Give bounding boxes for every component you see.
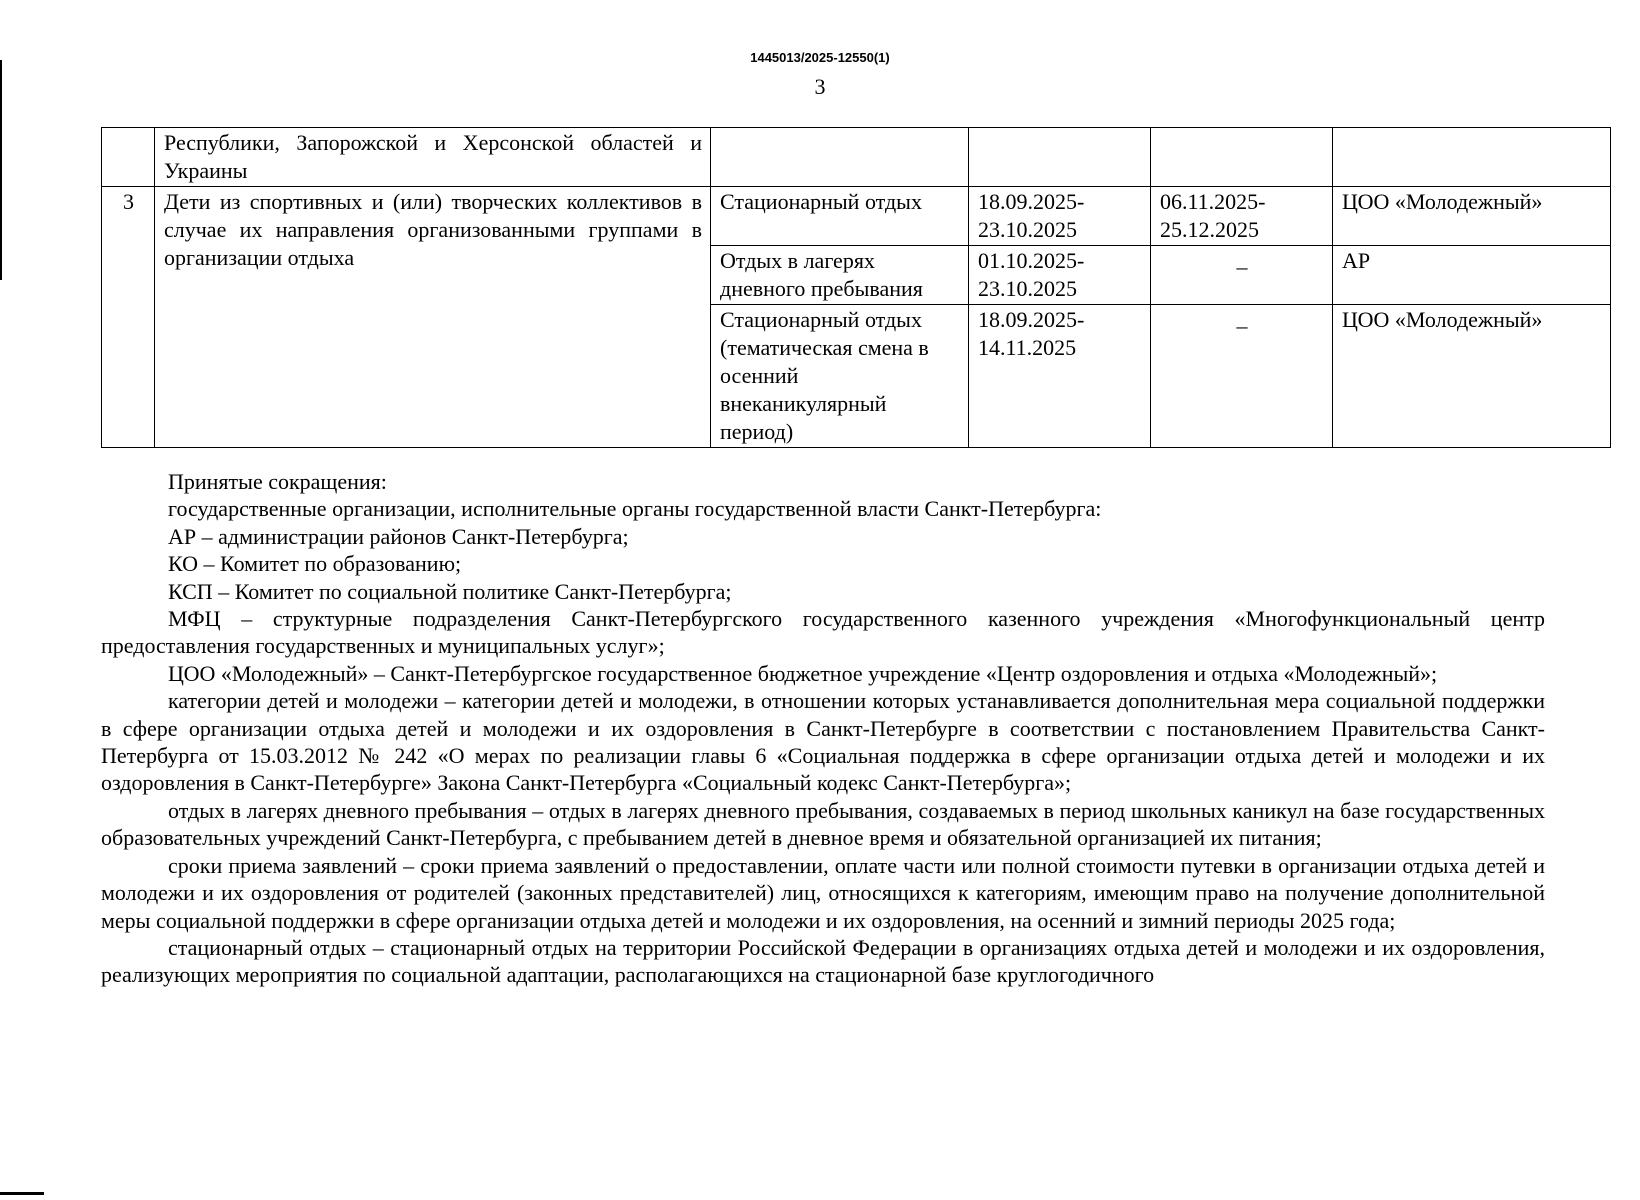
organization-cell: ЦОО «Молодежный» [1333,305,1611,448]
application-period-cell [1151,305,1333,448]
scan-bottom-mark [0,1192,44,1195]
dash-mark: – [1236,313,1248,338]
abbreviations-heading: Принятые сокращения: [168,469,387,494]
category-cell: Республики, Запорожской и Херсонской областей и Украины [155,128,711,187]
empty-cell [969,128,1151,187]
rest-type-cell: Стационарный отдых [711,187,969,246]
rest-period-cell: 01.10.2025- 23.10.2025 [969,246,1151,305]
rest-type-cell: Стационарный отдых (тематическая смена в осенний внеканикулярный период) [711,305,969,448]
paragraph: МФЦ – структурные подразделения Санкт-Петербургского государственного казенного учреждения «Многофункциональный центр предоставления государственных и муниципальных услуг»; [101,606,1545,659]
empty-cell [711,128,969,187]
empty-cell [1333,128,1611,187]
paragraph: ЦОО «Молодежный» – Санкт-Петербургское государственное бюджетное учреждение «Центр оздоровления и отдыха «Молодежный»; [168,660,1438,686]
table-row [102,187,1611,246]
application-period-cell: 06.11.2025- 25.12.2025 [1151,187,1333,246]
document-id: 1445013/2025-12550(1) [750,50,890,65]
organization-cell: ЦОО «Молодежный» [1333,187,1611,246]
paragraph: отдых в лагерях дневного пребывания – отдых в лагерях дневного пребывания, создаваемых в период школьных каникул на базе государственных образовательных учреждений Санкт-Петербурга, с пребыванием детей в дневное время и обязательной организацией их питания; [101,797,1545,851]
table-row [102,128,1611,187]
dash-mark: – [1236,254,1248,279]
rest-period-cell: 18.09.2025- 23.10.2025 [969,187,1151,246]
rest-type-cell: Отдых в лагерях дневного пребывания [711,246,969,305]
paragraph: КСП – Комитет по социальной политике Санкт-Петербурга; [168,578,732,604]
paragraph: государственные организации, исполнительные органы государственной власти Санкт-Петербурга: [168,496,1102,522]
paragraph: АР – администрации районов Санкт-Петербурга; [168,523,629,549]
application-period-cell [1151,246,1333,305]
page-number: 3 [814,74,826,99]
paragraph: сроки приема заявлений – сроки приема заявлений о предоставлении, оплате части или полной стоимости путевки в организации отдыха детей и молодежи и их оздоровления от родителей (законных представителей) лиц, относящихся к категориям, имеющим право на получение дополнительной меры социальной поддержки в сфере организации отдыха детей и молодежи и их оздоровления, на осенний и зимний периоды 2025 года; [101,852,1545,933]
paragraph: категории детей и молодежи – категории детей и молодежи, в отношении которых устанавливается дополнительная мера социальной поддержки в сфере организации отдыха детей и молодежи и их оздоровления в Санкт-Петербурге в соответствии с постановлением Правительства Санкт-Петербурга от 15.03.2012 № 242 «О мерах по реализации главы 6 «Социальная поддержка в сфере организации отдыха детей и молодежи и их оздоровления в Санкт-Петербурге» Закона Санкт-Петербурга «Социальный кодекс Санкт-Петербурга»; [101,688,1545,796]
abbreviations-section [101,468,1545,989]
category-cell: Дети из спортивных и (или) творческих коллективов в случае их направления организованными группами в организации отдыха [155,187,711,448]
row-number-cell: 3 [102,187,155,448]
rest-period-cell: 18.09.2025- 14.11.2025 [969,305,1151,448]
paragraph: стационарный отдых – стационарный отдых на территории Российской Федерации в организациях отдыха детей и молодежи и их оздоровления, реализующих мероприятия по социальной адаптации, располагающихся на стационарной базе круглогодичного [101,934,1545,988]
categories-table [101,127,1611,448]
row-number-cell [102,128,155,187]
empty-cell [1151,128,1333,187]
organization-cell: АР [1333,246,1611,305]
paragraph: КО – Комитет по образованию; [168,551,462,577]
